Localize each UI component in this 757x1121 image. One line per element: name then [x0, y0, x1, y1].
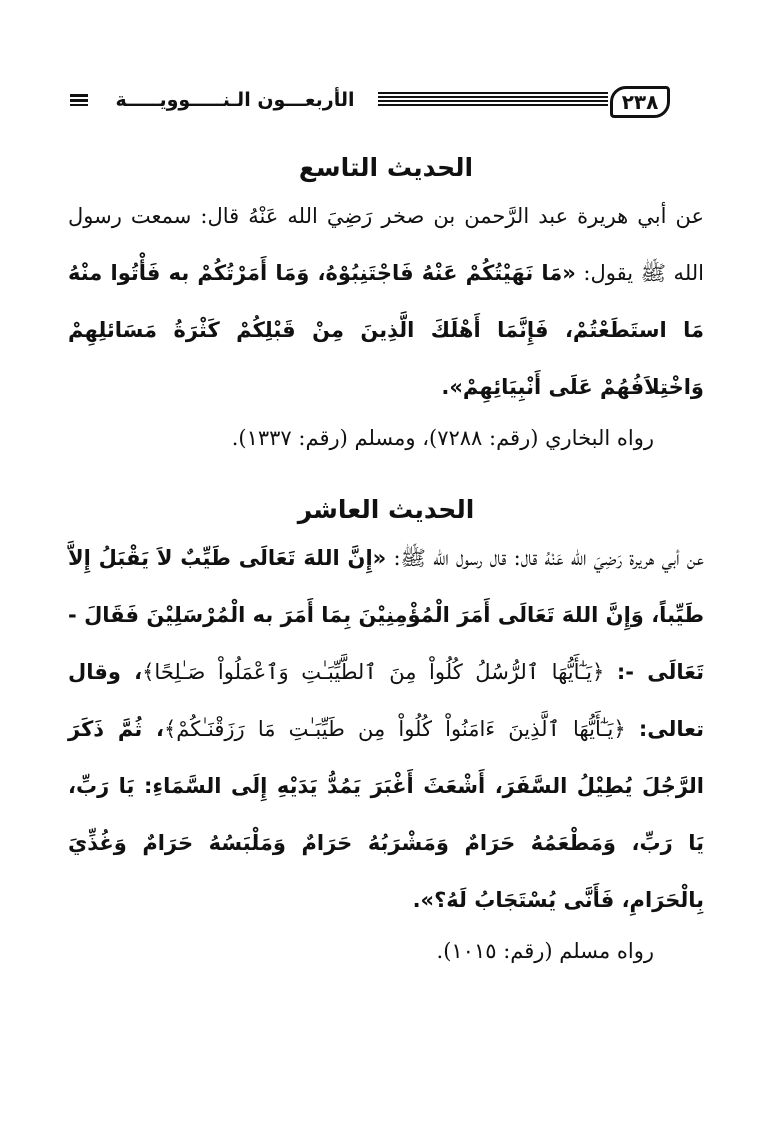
- quran-verse-1: ﴿يَـٰٓأَيُّهَا ٱلرُّسُلُ كُلُواْ مِنَ ٱلطَّيِّبَـٰتِ وَٱعْمَلُواْ صَـٰلِحًا﴾: [142, 660, 605, 684]
- hadith-10-text-2: ، وقال تعالى:: [68, 660, 704, 741]
- hadith-10-section: [68, 490, 704, 973]
- hadith-10-body: [68, 530, 704, 929]
- hadith-10-text-1: «إِنَّ اللهَ تَعَالَى طَيِّبٌ لاَ يَقْبَلُ إِلاَّ طَيِّباً، وَإِنَّ اللهَ تَعَالَى أَمَرَ الْمُؤْمِنِيْنَ بِمَا أَمَرَ به الْمُرْسَلِيْنَ فَقَالَ - تَعَالَى -:: [68, 546, 704, 684]
- hadith-10-narration: عن أبي هريرة رَضِيَ الله عَنْهُ قال: قال رسول الله ﷺ:: [393, 546, 704, 570]
- header-end-mark: [70, 94, 88, 106]
- hadith-9-narration: عن أبي هريرة عبد الرَّحمن بن صخر رَضِيَ الله عَنْهُ قال: سمعت رسول الله ﷺ يقول:: [68, 204, 705, 285]
- hadith-9-source: رواه البخاري (رقم: ٧٢٨٨)، ومسلم (رقم: ١٣٣٧).: [231, 426, 654, 450]
- hadith-9-text: «مَا نَهَيْتُكُمْ عَنْهُ فَاجْتَنِبُوْهُ، وَمَا أَمَرْتُكُمْ به فَأْتُوا منْهُ مَا استَطَعْتُمْ، فَإِنَّمَا أَهْلَكَ الَّذِينَ مِنْ قَبْلِكُمْ كَثْرَةُ مَسَائلِهِمْ وَاخْتِلاَفُهُمْ عَلَى أَنْبِيَائِهِمْ».: [68, 261, 704, 399]
- running-book-title: الأربعـــون الـنـــــوويـــــة: [115, 89, 355, 111]
- page-number: ٢٣٨: [610, 86, 670, 118]
- hadith-9-title: الحديث التاسع: [298, 153, 474, 182]
- header-rule: [378, 92, 608, 108]
- page-header: [70, 86, 670, 122]
- hadith-10-title: الحديث العاشر: [297, 495, 475, 524]
- hadith-10-text-3: ، ثُمَّ ذَكَرَ الرَّجُلَ يُطِيْلُ السَّفَرَ، أَشْعَثَ أَغْبَرَ يَمُدُّ يَدَيْهِ إِلَى السَّمَاءِ: يَا رَبِّ، يَا رَبِّ، وَمَطْعَمُهُ حَرَامٌ وَمَشْرَبُهُ حَرَامٌ وَمَلْبَسُهُ حَرَامٌ وَغُذِّيَ بِالْحَرَامِ، فَأَنَّى يُسْتَجَابُ لَهُ؟».: [68, 717, 704, 912]
- hadith-9-body: [68, 188, 704, 416]
- hadith-9-section: [68, 148, 704, 460]
- hadith-10-source: رواه مسلم (رقم: ١٠١٥).: [436, 939, 654, 963]
- quran-verse-2: ﴿يَـٰٓأَيُّهَا ٱلَّذِينَ ءَامَنُواْ كُلُواْ مِن طَيِّبَـٰتِ مَا رَزَقْنَـٰكُمْ﴾: [163, 717, 626, 741]
